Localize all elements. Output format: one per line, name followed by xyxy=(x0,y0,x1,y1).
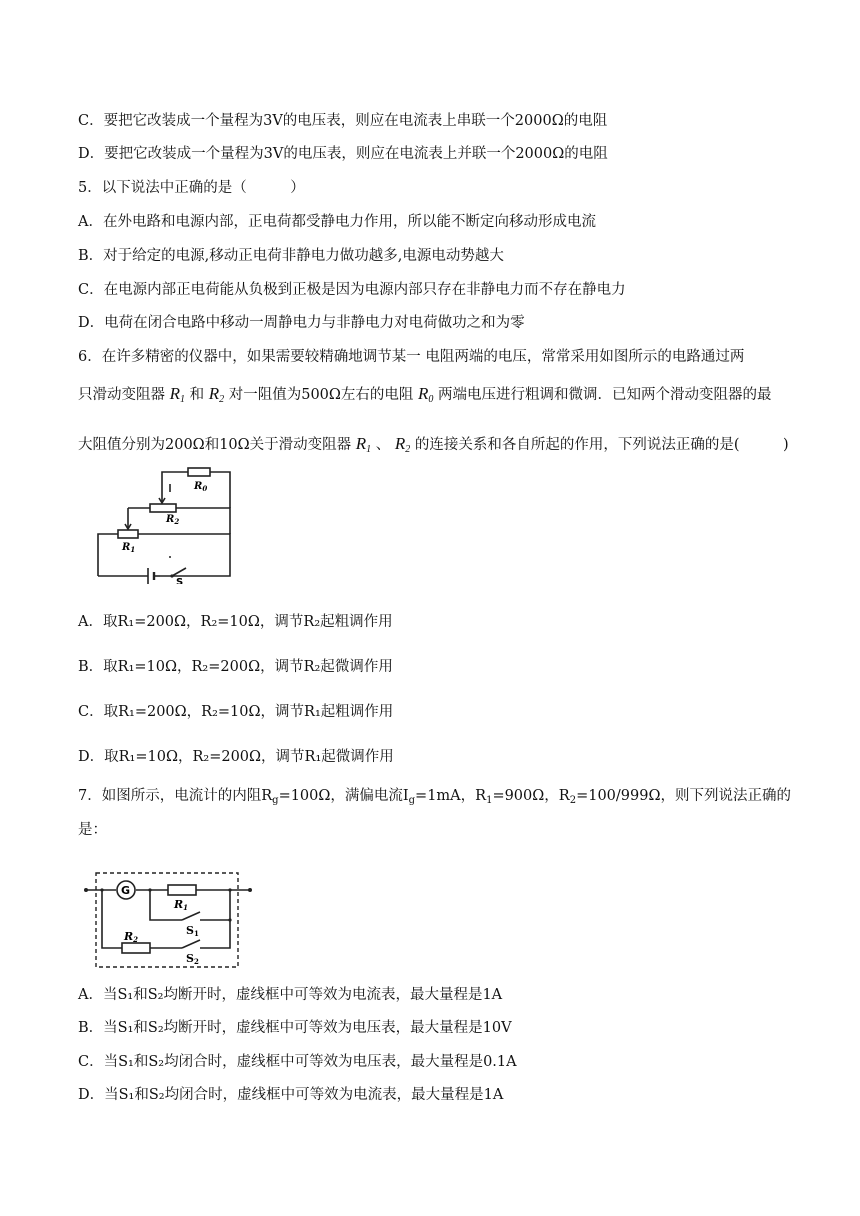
q5-option-d: D．电荷在闭合电路中移动一周静电力与非静电力对电荷做功之和为零 xyxy=(78,315,525,331)
q6-text: 两端电压进行粗调和微调．已知两个滑动变阻器的最 xyxy=(438,387,772,403)
q6-stem-line3 xyxy=(78,434,789,460)
r1-label: R1 xyxy=(174,898,189,912)
q6-option-d: D．取R₁=10Ω，R₂=200Ω，调节R₁起微调作用 xyxy=(78,749,394,765)
r2-label: R2 xyxy=(124,930,139,944)
q6-option-a: A．取R₁=200Ω，R₂=10Ω，调节R₂起粗调作用 xyxy=(78,614,393,630)
q6-text: 大阻值分别为200Ω和10Ω关于滑动变阻器 xyxy=(78,437,352,453)
r0-symbol: $R_0$ xyxy=(418,384,434,405)
q7-option-a: A．当S₁和S₂均断开时，虚线框中可等效为电流表，最大量程是1A xyxy=(78,987,503,1003)
q6-option-c: C．取R₁=200Ω，R₂=10Ω，调节R₁起粗调作用 xyxy=(78,704,394,720)
q6-text: 对一阻值为500Ω左右的电阻 xyxy=(228,387,414,403)
circuit-diagram-q7 xyxy=(84,870,254,970)
q6-option-b: B．取R₁=10Ω，R₂=200Ω，调节R₂起微调作用 xyxy=(78,659,393,675)
s1-label: S1 xyxy=(186,924,199,938)
r1-label: $R_1$ xyxy=(122,542,136,554)
q5-option-b: B．对于给定的电源,移动正电荷非静电力做功越多,电源电动势越大 xyxy=(78,248,504,264)
option-c-prev: C．要把它改装成一个量程为3V的电压表，则应在电流表上串联一个2000Ω的电阻 xyxy=(78,113,608,129)
switch-label: S xyxy=(176,577,184,584)
galvanometer-label: G xyxy=(121,884,131,897)
q7-option-c: C．当S₁和S₂均闭合时，虚线框中可等效为电压表，最大量程是0.1A xyxy=(78,1054,517,1070)
q7-option-d: D．当S₁和S₂均闭合时，虚线框中可等效为电流表，最大量程是1A xyxy=(78,1087,504,1103)
q7-stem-line2: 是： xyxy=(78,822,107,838)
r2-label: $R_2$ xyxy=(166,514,180,526)
r2-symbol: $R_2$ xyxy=(208,384,225,405)
q6-text: 、 xyxy=(375,437,391,453)
q7-option-b: B．当S₁和S₂均断开时，虚线框中可等效为电压表，最大量程是10V xyxy=(78,1020,512,1036)
r2-symbol: $R_2$ xyxy=(394,434,411,455)
r1-symbol: $R_1$ xyxy=(169,384,185,405)
q5-stem: 5．以下说法中正确的是（ ） xyxy=(78,180,305,196)
s2-label: S2 xyxy=(186,952,199,966)
q5-option-c: C．在电源内部正电荷能从负极到正极是因为电源内部只存在非静电力而不存在静电力 xyxy=(78,282,626,298)
circuit-diagram-q6 xyxy=(90,464,240,584)
q7-stem-line1: 7．如图所示，电流计的内阻$R_g=100\Omega$，满偏电流$I_g=1mA$，$R_1=900\Omega$，$R_2=100/999\Omega$，则下列说法正确的 xyxy=(78,788,791,806)
q6-stem-line1: 6．在许多精密的仪器中，如果需要较精确地调节某一 电阻两端的电压，常常采用如图所示的电路通过两 xyxy=(78,349,745,365)
q6-text: 只滑动变阻器 xyxy=(78,387,165,403)
r1-symbol: $R_1$ xyxy=(355,434,372,455)
q6-text: 和 xyxy=(189,387,205,403)
q6-text: 的连接关系和各自所起的作用，下列说法正确的是( ) xyxy=(414,437,789,453)
q5-option-a: A．在外电路和电源内部，正电荷都受静电力作用，所以能不断定向移动形成电流 xyxy=(78,214,596,230)
option-d-prev: D．要把它改装成一个量程为3V的电压表，则应在电流表上并联一个2000Ω的电阻 xyxy=(78,146,608,162)
q6-stem-line2 xyxy=(78,384,772,410)
r0-label: $R_0$ xyxy=(194,481,208,493)
